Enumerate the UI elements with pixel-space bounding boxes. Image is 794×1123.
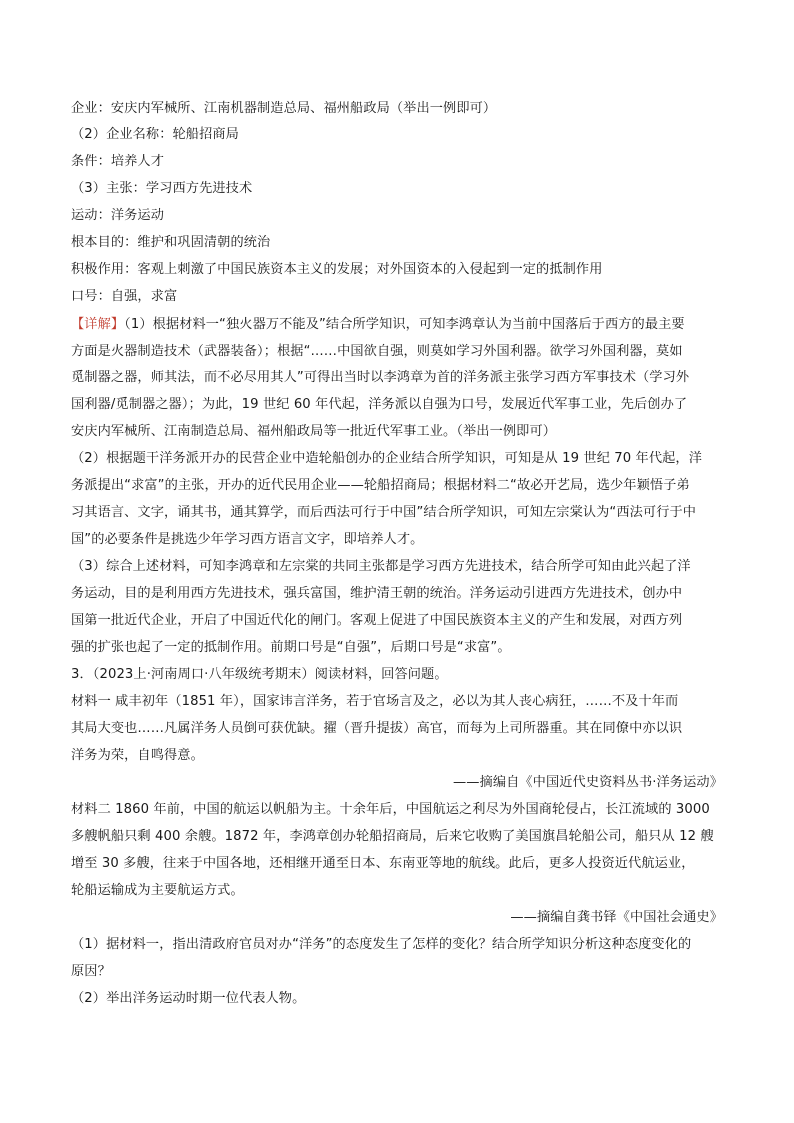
material-1-source: ——摘编自《中国近代史资料丛书·洋务运动》 (452, 775, 723, 790)
answer-line: 口号：自强，求富 (71, 289, 178, 304)
material-2-line: 轮船运输成为主要航运方式。 (71, 883, 244, 898)
explanation-line: 务运动，目的是利用西方先进技术，强兵富国，维护清王朝的统治。洋务运动引进西方先进技术，创办中 (71, 586, 683, 601)
answer-line: 运动：洋务运动 (71, 208, 165, 223)
explanation-line: 国第一批近代企业，开启了中国近代化的闸门。客观上促进了中国民族资本主义的产生和发展，对西方列 (71, 613, 683, 628)
sub-question: 原因？ (71, 964, 111, 979)
explanation-tag: 【详解】 (71, 317, 125, 332)
explanation-line: 务派提出“求富”的主张，开办的近代民用企业——轮船招商局；根据材料二“故必开艺局，选少年颖悟子弟 (71, 478, 690, 493)
explanation-line: 方面是火器制造技术（武器装备）；根据“……中国欲自强，则莫如学习外国利器。欲学习外国利器，莫如 (71, 344, 683, 359)
material-2-line: 增至 30 多艘，往来于中国各地，还相继开通至日本、东南亚等地的航线。此后，更多人投资近代航运业， (71, 856, 695, 871)
explanation-line: 觅制器之器，师其法，而不必尽用其人”可得出当时以李鸿章为首的洋务派主张学习西方军事技术（学习外 (71, 370, 690, 385)
answer-line: 企业：安庆内军械所、江南机器制造总局、福州船政局（举出一例即可） (71, 101, 497, 116)
material-1-line: 材料一 咸丰初年（1851 年），国家讳言洋务，若于官场言及之，必以为其人丧心病狂，……不及十年而 (71, 694, 679, 709)
answer-line: 积极作用：客观上刺激了中国民族资本主义的发展；对外国资本的入侵起到一定的抵制作用 (71, 262, 603, 277)
explanation-line: 习其语言、文字，诵其书，通其算学，而后西法可行于中国”结合所学知识，可知左宗棠认为“西法可行于中 (71, 505, 697, 520)
sub-question: （2）举出洋务运动时期一位代表人物。 (71, 991, 306, 1006)
material-1-line: 其局大变也……凡属洋务人员倒可获优缺。擢（晋升提拔）高官，而每为上司所器重。其在同僚中亦以识 (71, 721, 683, 736)
answer-line: 条件：培养人才 (71, 154, 165, 169)
answer-line: （3）主张：学习西方先进技术 (71, 181, 253, 196)
explanation-line: 国利器/觅制器之器）；为此，19 世纪 60 年代起，洋务派以自强为口号，发展近代军事工业，先后创办了 (71, 397, 688, 412)
material-1-line: 洋务为荣，自鸣得意。 (71, 748, 204, 763)
answer-line: 根本目的：维护和巩固清朝的统治 (71, 235, 271, 250)
explanation-line: 国”的必要条件是挑选少年学习西方语言文字，即培养人才。 (71, 532, 424, 547)
explanation-line: （2）根据题干洋务派开办的民营企业中造轮船创办的企业结合所学知识，可知是从 19 世纪 70 年代起，洋 (71, 451, 702, 466)
answer-line: （2）企业名称：轮船招商局 (71, 127, 239, 142)
explanation-line: 安庆内军械所、江南制造总局、福州船政局等一批近代军事工业。（举出一例即可） (71, 424, 557, 439)
question-header: 3．（2023上·河南周口·八年级统考期末）阅读材料，回答问题。 (71, 667, 448, 682)
explanation-line: （3）综合上述材料，可知李鸿章和左宗棠的共同主张都是学习西方先进技术，结合所学可知由此兴起了洋 (71, 559, 691, 574)
sub-question: （1）据材料一，指出清政府官员对办“洋务”的态度发生了怎样的变化？结合所学知识分析这种态度变化的 (71, 937, 692, 952)
material-2-line: 多艘帆船只剩 400 余艘。1872 年，李鸿章创办轮船招商局，后来它收购了美国旗昌轮船公司，船只从 12 艘 (71, 829, 714, 844)
material-2-line: 材料二 1860 年前，中国的航运以帆船为主。十余年后，中国航运之利尽为外国商轮侵占，长江流域的 3000 (71, 802, 710, 817)
explanation-line: 强的扩张也起了一定的抵制作用。前期口号是“自强”，后期口号是“求富”。 (71, 640, 511, 655)
explanation-text: （1）根据材料一“独火器万不能及”结合所学知识，可知李鸿章认为当前中国落后于西方的最主要 (124, 317, 685, 332)
material-2-source: ——摘编自龚书铎《中国社会通史》 (510, 910, 723, 925)
explanation-first-line (71, 316, 723, 334)
